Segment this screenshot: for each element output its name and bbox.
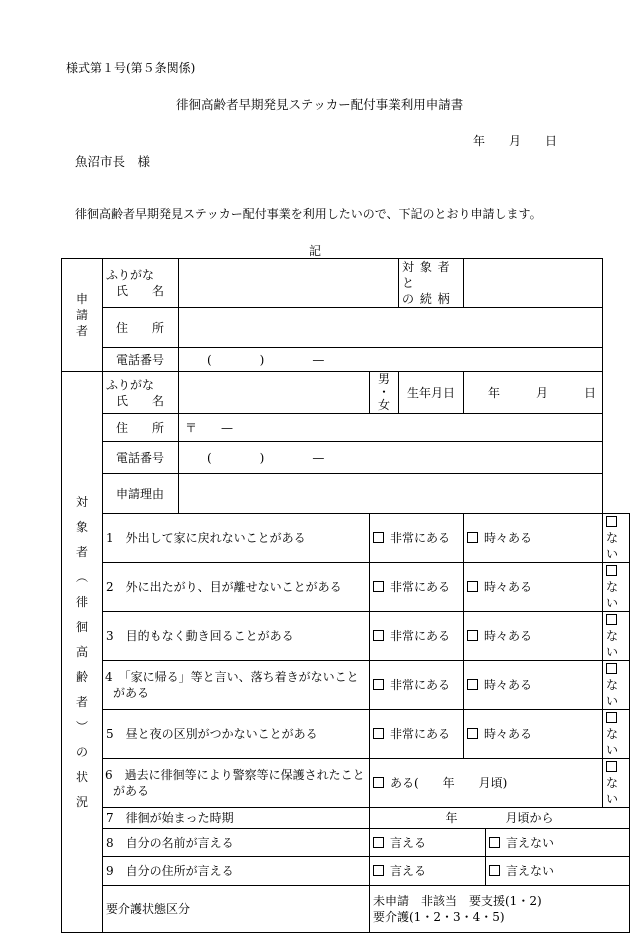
checkbox-icon bbox=[467, 532, 478, 543]
q7-onset-field[interactable]: 年 月頃から bbox=[370, 808, 630, 829]
q4-option-sometimes[interactable]: 時々ある bbox=[464, 661, 603, 710]
checkbox-icon bbox=[489, 865, 500, 876]
applicant-name-field[interactable] bbox=[179, 259, 399, 308]
checkbox-icon bbox=[606, 614, 617, 625]
q6-option-exists[interactable]: ある( 年 月頃) bbox=[370, 759, 603, 808]
question-8: 8 自分の名前が言える bbox=[103, 829, 370, 857]
page-title: 徘徊高齢者早期発見ステッカー配付事業利用申請書 bbox=[176, 97, 464, 112]
birthdate-label: 生年月日 bbox=[399, 372, 464, 414]
addressee: 魚沼市長 様 bbox=[75, 154, 151, 169]
q2-option-very-often[interactable]: 非常にある bbox=[370, 563, 464, 612]
question-4: 4 「家に帰る」等と言い、落ち着きがないことがある bbox=[103, 661, 370, 710]
q9-option-cannot[interactable]: 言えない bbox=[486, 857, 630, 886]
q3-option-sometimes[interactable]: 時々ある bbox=[464, 612, 603, 661]
care-level-label: 要介護状態区分 bbox=[103, 886, 370, 933]
q3-option-very-often[interactable]: 非常にある bbox=[370, 612, 464, 661]
q3-option-none[interactable]: ない bbox=[603, 612, 630, 661]
checkbox-icon bbox=[467, 728, 478, 739]
subject-address-field[interactable]: 〒 — bbox=[179, 414, 603, 442]
applicant-address-field[interactable] bbox=[179, 308, 603, 348]
checkbox-icon bbox=[373, 679, 384, 690]
checkbox-icon bbox=[606, 663, 617, 674]
q4-option-none[interactable]: ない bbox=[603, 661, 630, 710]
q9-option-can[interactable]: 言える bbox=[370, 857, 486, 886]
checkbox-icon bbox=[489, 837, 500, 848]
checkbox-icon bbox=[373, 865, 384, 876]
checkbox-icon bbox=[606, 761, 617, 772]
checkbox-icon bbox=[467, 679, 478, 690]
q8-option-can[interactable]: 言える bbox=[370, 829, 486, 857]
applicant-phone-label: 電話番号 bbox=[103, 348, 179, 372]
date-year: 年 bbox=[473, 134, 486, 148]
sex-selector[interactable]: 男 ・ 女 bbox=[370, 372, 399, 414]
checkbox-icon bbox=[606, 516, 617, 527]
subject-phone-label: 電話番号 bbox=[103, 442, 179, 474]
checkbox-icon bbox=[606, 565, 617, 576]
q2-option-none[interactable]: ない bbox=[603, 563, 630, 612]
question-1: 1 外出して家に戻れないことがある bbox=[103, 514, 370, 563]
date-month: 月 bbox=[509, 134, 522, 148]
subject-name-field[interactable] bbox=[179, 372, 370, 414]
q1-option-sometimes[interactable]: 時々ある bbox=[464, 514, 603, 563]
checkbox-icon bbox=[373, 581, 384, 592]
applicant-name-label: ふりがな 氏 名 bbox=[103, 259, 179, 308]
applicant-section-label: 申 請 者 bbox=[62, 259, 103, 372]
subject-section-label: 対 象 者 ︵ 徘 徊 高 齢 者 ︶ の 状 況 bbox=[62, 372, 103, 933]
checkbox-icon bbox=[606, 712, 617, 723]
checkbox-icon bbox=[467, 581, 478, 592]
date-day: 日 bbox=[545, 134, 558, 148]
care-level-options[interactable]: 未申請 非該当 要支援(1・2) 要介護(1・2・3・4・5) bbox=[370, 886, 630, 933]
checkbox-icon bbox=[373, 837, 384, 848]
question-9: 9 自分の住所が言える bbox=[103, 857, 370, 886]
reason-field[interactable] bbox=[179, 474, 603, 514]
relationship-label: 対 象 者 と の 続 柄 bbox=[399, 259, 464, 308]
q6-option-none[interactable]: ない bbox=[603, 759, 630, 808]
form-number: 様式第１号(第５条関係) bbox=[66, 61, 196, 75]
q2-option-sometimes[interactable]: 時々ある bbox=[464, 563, 603, 612]
birthdate-field[interactable]: 年 月 日 bbox=[464, 372, 603, 414]
q8-option-cannot[interactable]: 言えない bbox=[486, 829, 630, 857]
application-form-table bbox=[61, 258, 630, 933]
subject-phone-field[interactable]: ( ) — bbox=[179, 442, 603, 474]
checkbox-icon bbox=[373, 777, 384, 788]
q5-option-sometimes[interactable]: 時々ある bbox=[464, 710, 603, 759]
q5-option-very-often[interactable]: 非常にある bbox=[370, 710, 464, 759]
q4-option-very-often[interactable]: 非常にある bbox=[370, 661, 464, 710]
checkbox-icon bbox=[373, 728, 384, 739]
intro-text: 徘徊高齢者早期発見ステッカー配付事業を利用したいので、下記のとおり申請します。 bbox=[75, 207, 542, 221]
reason-label: 申請理由 bbox=[103, 474, 179, 514]
applicant-phone-field[interactable]: ( ) — bbox=[179, 348, 603, 372]
q1-option-none[interactable]: ない bbox=[603, 514, 630, 563]
subject-name-label: ふりがな 氏 名 bbox=[103, 372, 179, 414]
subject-address-label: 住 所 bbox=[103, 414, 179, 442]
checkbox-icon bbox=[373, 630, 384, 641]
question-2: 2 外に出たがり、目が離せないことがある bbox=[103, 563, 370, 612]
question-7: 7 徘徊が始まった時期 bbox=[103, 808, 370, 829]
question-3: 3 目的もなく動き回ることがある bbox=[103, 612, 370, 661]
q5-option-none[interactable]: ない bbox=[603, 710, 630, 759]
checkbox-icon bbox=[373, 532, 384, 543]
ki-label: 記 bbox=[309, 244, 322, 258]
question-6: 6 過去に徘徊等により警察等に保護されたことがある bbox=[103, 759, 370, 808]
relationship-field[interactable] bbox=[464, 259, 603, 308]
applicant-address-label: 住 所 bbox=[103, 308, 179, 348]
q1-option-very-often[interactable]: 非常にある bbox=[370, 514, 464, 563]
checkbox-icon bbox=[467, 630, 478, 641]
question-5: 5 昼と夜の区別がつかないことがある bbox=[103, 710, 370, 759]
